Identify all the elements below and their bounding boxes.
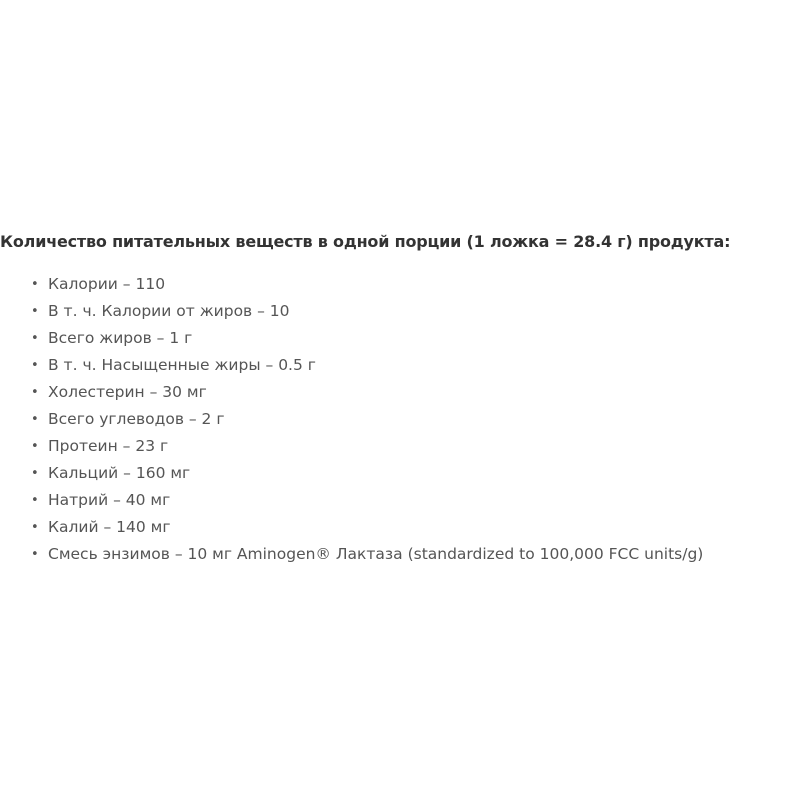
- nutrition-facts-list: [0, 271, 800, 568]
- list-item-text: Натрий – 40 мг: [48, 491, 171, 509]
- bullet-icon: •: [31, 547, 39, 562]
- list-item-text: В т. ч. Калории от жиров – 10: [48, 302, 290, 320]
- bullet-icon: •: [31, 331, 39, 346]
- list-item-text: Холестерин – 30 мг: [48, 383, 207, 401]
- bullet-icon: •: [31, 493, 39, 508]
- nutrition-heading: Количество питательных веществ в одной порции (1 ложка = 28.4 г) продукта:: [0, 232, 731, 251]
- list-item-text: Всего жиров – 1 г: [48, 329, 193, 347]
- bullet-icon: •: [31, 466, 39, 481]
- list-item: [0, 514, 800, 541]
- nutrition-section: [0, 230, 800, 568]
- list-item: [0, 325, 800, 352]
- bullet-icon: •: [31, 439, 39, 454]
- list-item-text: В т. ч. Насыщенные жиры – 0.5 г: [48, 356, 316, 374]
- list-item: [0, 406, 800, 433]
- list-item: [0, 433, 800, 460]
- list-item-text: Кальций – 160 мг: [48, 464, 191, 482]
- list-item: [0, 541, 800, 568]
- list-item: [0, 487, 800, 514]
- list-item-text: Калории – 110: [48, 275, 166, 293]
- bullet-icon: •: [31, 358, 39, 373]
- bullet-icon: •: [31, 520, 39, 535]
- bullet-icon: •: [31, 385, 39, 400]
- list-item: [0, 298, 800, 325]
- list-item: [0, 352, 800, 379]
- list-item-text: Протеин – 23 г: [48, 437, 169, 455]
- bullet-icon: •: [31, 412, 39, 427]
- list-item: [0, 460, 800, 487]
- list-item: [0, 379, 800, 406]
- bullet-icon: •: [31, 304, 39, 319]
- list-item-text: Всего углеводов – 2 г: [48, 410, 225, 428]
- list-item: [0, 271, 800, 298]
- bullet-icon: •: [31, 277, 39, 292]
- list-item-text: Смесь энзимов – 10 мг Aminogen® Лактаза (standardized to 100,000 FCC units/g): [48, 545, 704, 563]
- list-item-text: Калий – 140 мг: [48, 518, 171, 536]
